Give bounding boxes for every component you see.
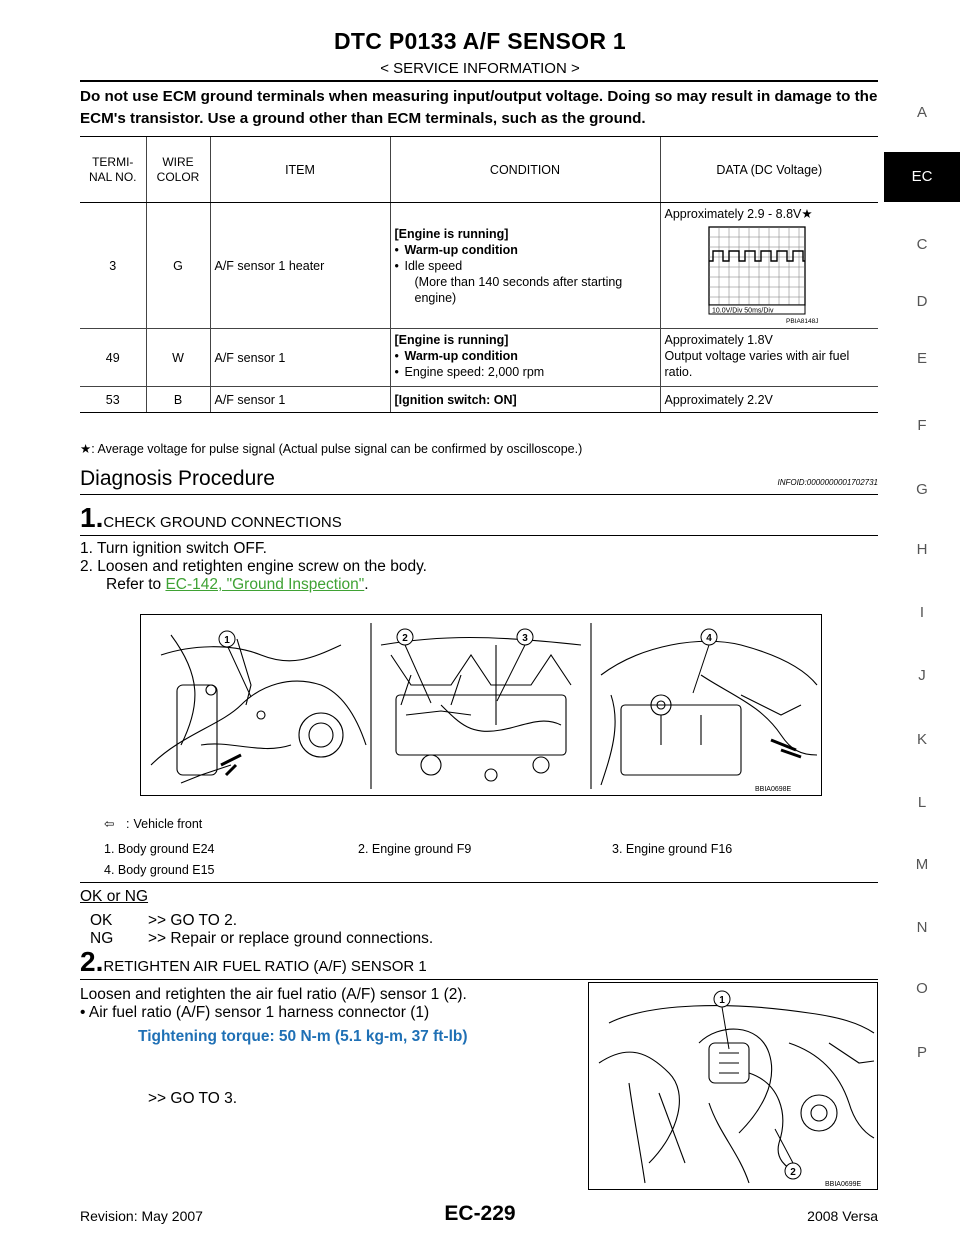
side-index-item[interactable]: P bbox=[916, 1044, 927, 1061]
cell-condition bbox=[390, 329, 660, 387]
side-index-item[interactable]: N bbox=[916, 919, 928, 936]
instruction-line: 1. Turn ignition switch OFF. bbox=[80, 540, 267, 557]
result-heading: OK or NG bbox=[80, 888, 149, 905]
callout-1: 1 bbox=[224, 635, 230, 646]
side-index-item[interactable]: D bbox=[916, 293, 928, 310]
condition-bullet: Warm-up condition bbox=[404, 242, 518, 257]
cell-wire: W bbox=[146, 329, 210, 387]
side-index-item[interactable]: C bbox=[916, 236, 928, 253]
data-value: Approximately 2.9 - 8.8V bbox=[664, 207, 802, 221]
data-note: Output voltage varies with air fuel ratio. bbox=[664, 349, 850, 379]
cell-item: A/F sensor 1 bbox=[210, 387, 390, 413]
terminal-table bbox=[80, 136, 878, 413]
side-index-item[interactable]: G bbox=[916, 481, 928, 498]
arrow-left-icon: ⇦ bbox=[104, 817, 115, 831]
callout-2: 2 bbox=[790, 1167, 796, 1178]
side-index-item[interactable]: H bbox=[916, 541, 928, 558]
star-icon: ★ bbox=[80, 442, 92, 456]
cell-item: A/F sensor 1 heater bbox=[210, 203, 390, 329]
table-row bbox=[80, 203, 878, 329]
cell-wire: B bbox=[146, 387, 210, 413]
header-terminal: TERMI-NAL NO. bbox=[80, 137, 146, 203]
data-value: Approximately 1.8V bbox=[664, 333, 773, 347]
refer-prefix: Refer to bbox=[106, 576, 166, 593]
step-1-instructions bbox=[80, 540, 870, 594]
scope-readout: 10.0V/Div 50ms/Div bbox=[711, 307, 773, 315]
condition-bullet: Engine speed: 2,000 rpm bbox=[404, 365, 545, 379]
condition-head: [Ignition switch: ON] bbox=[394, 392, 517, 407]
legend-front-label: Vehicle front bbox=[133, 817, 203, 831]
breadcrumb: < SERVICE INFORMATION > bbox=[380, 60, 580, 77]
instruction-line: 2. Loosen and retighten engine screw on the body. bbox=[80, 558, 427, 575]
header-rule bbox=[80, 80, 878, 82]
side-index-item[interactable]: M bbox=[915, 856, 929, 873]
footnote bbox=[80, 441, 582, 456]
ok-result: >> GO TO 2. bbox=[148, 912, 238, 929]
ng-label: NG bbox=[90, 930, 114, 947]
af-sensor-illustration bbox=[589, 983, 878, 1190]
condition-bullet: Idle speed bbox=[404, 258, 463, 273]
page-number: EC-229 bbox=[444, 1202, 516, 1225]
section-title: Diagnosis Procedure bbox=[80, 467, 275, 490]
af-sensor-figure bbox=[588, 982, 878, 1190]
side-index-item[interactable]: K bbox=[916, 731, 927, 748]
cell-wire: G bbox=[146, 203, 210, 329]
condition-head: [Engine is running] bbox=[394, 226, 509, 241]
oscilloscope-waveform bbox=[665, 225, 829, 325]
table-row bbox=[80, 387, 878, 413]
cell-data bbox=[660, 329, 878, 387]
header-item: ITEM bbox=[210, 137, 390, 203]
figure-code: BBIA0698E bbox=[755, 786, 792, 793]
footer-model: 2008 Versa bbox=[807, 1208, 878, 1224]
step-2-heading bbox=[80, 946, 878, 980]
table-header-row bbox=[80, 137, 878, 203]
step-title: RETIGHTEN AIR FUEL RATIO (A/F) SENSOR 1 bbox=[103, 958, 427, 975]
instruction-line: Loosen and retighten the air fuel ratio (A/F) sensor 1 (2). bbox=[80, 986, 467, 1003]
footnote-text: : Average voltage for pulse signal (Actual pulse signal can be confirmed by oscilloscope.) bbox=[91, 442, 583, 456]
legend-item: 2. Engine ground F9 bbox=[358, 842, 472, 856]
ok-label: OK bbox=[90, 912, 113, 929]
side-index-item[interactable]: O bbox=[916, 980, 928, 997]
callout-3: 3 bbox=[522, 633, 528, 644]
goto-step-3: >> GO TO 3. bbox=[148, 1090, 238, 1107]
legend-rule bbox=[80, 882, 878, 883]
cell-data: Approximately 2.2V bbox=[660, 387, 878, 413]
oscilloscope-figure bbox=[665, 225, 829, 325]
callout-1: 1 bbox=[719, 995, 725, 1006]
side-index-item[interactable]: L bbox=[917, 794, 927, 811]
ng-result: >> Repair or replace ground connections. bbox=[148, 930, 434, 947]
info-id: INFOID:0000000001702731 bbox=[777, 478, 878, 487]
callout-4: 4 bbox=[706, 633, 712, 644]
callout-2: 2 bbox=[402, 633, 408, 644]
cell-item: A/F sensor 1 bbox=[210, 329, 390, 387]
condition-bullet: Warm-up condition bbox=[404, 349, 518, 363]
step-2-instructions bbox=[80, 986, 600, 1022]
cell-terminal: 49 bbox=[80, 329, 146, 387]
section-rule bbox=[80, 494, 878, 495]
header-wire: WIRE COLOR bbox=[146, 137, 210, 203]
side-index-item[interactable]: J bbox=[918, 667, 926, 684]
cell-terminal: 3 bbox=[80, 203, 146, 329]
page-title: DTC P0133 A/F SENSOR 1 bbox=[333, 28, 627, 54]
step-number: 1. bbox=[80, 502, 104, 533]
condition-note: (More than 140 seconds after starting engine) bbox=[414, 274, 623, 305]
refer-suffix: . bbox=[364, 576, 369, 593]
table-row bbox=[80, 329, 878, 387]
side-index-item[interactable]: I bbox=[919, 604, 925, 621]
step-number: 2. bbox=[80, 946, 104, 977]
side-index-item-active[interactable]: EC bbox=[884, 152, 960, 202]
legend-item: 1. Body ground E24 bbox=[104, 842, 215, 856]
header-condition: CONDITION bbox=[390, 137, 660, 203]
star-icon: ★ bbox=[801, 207, 813, 221]
cell-terminal: 53 bbox=[80, 387, 146, 413]
engine-illustration bbox=[141, 615, 822, 796]
tightening-torque: Tightening torque: 50 N-m (5.1 kg-m, 37 ft-lb) bbox=[138, 1028, 468, 1045]
cell-condition bbox=[390, 203, 660, 329]
side-index-item[interactable]: A bbox=[916, 104, 927, 121]
legend-front: ⇦ : Vehicle front bbox=[104, 817, 203, 831]
scope-code: PBIA8148J bbox=[785, 318, 819, 325]
step-1-heading bbox=[80, 502, 878, 536]
cell-condition bbox=[390, 387, 660, 413]
header-data: DATA (DC Voltage) bbox=[660, 137, 878, 203]
side-index-item[interactable]: E bbox=[916, 350, 927, 367]
ground-locations-figure bbox=[140, 614, 822, 796]
legend-item: 4. Body ground E15 bbox=[104, 863, 215, 877]
instruction-line: • Air fuel ratio (A/F) sensor 1 harness connector (1) bbox=[80, 1004, 430, 1021]
figure-code: BBIA0699E bbox=[825, 1181, 862, 1188]
instruction-refer bbox=[80, 576, 870, 594]
condition-head: [Engine is running] bbox=[394, 333, 509, 347]
step-title: CHECK GROUND CONNECTIONS bbox=[103, 514, 342, 531]
warning-text: Do not use ECM ground terminals when measuring input/output voltage. Doing so may result in damage to the ECM's transistor. Use a ground other than ECM terminals, such as the ground. bbox=[80, 88, 878, 127]
ground-inspection-link[interactable]: EC-142, "Ground Inspection" bbox=[165, 576, 365, 593]
cell-data bbox=[660, 203, 878, 329]
legend-item: 3. Engine ground F16 bbox=[612, 842, 733, 856]
side-index-item[interactable]: F bbox=[917, 417, 927, 434]
footer-revision: Revision: May 2007 bbox=[80, 1208, 203, 1224]
